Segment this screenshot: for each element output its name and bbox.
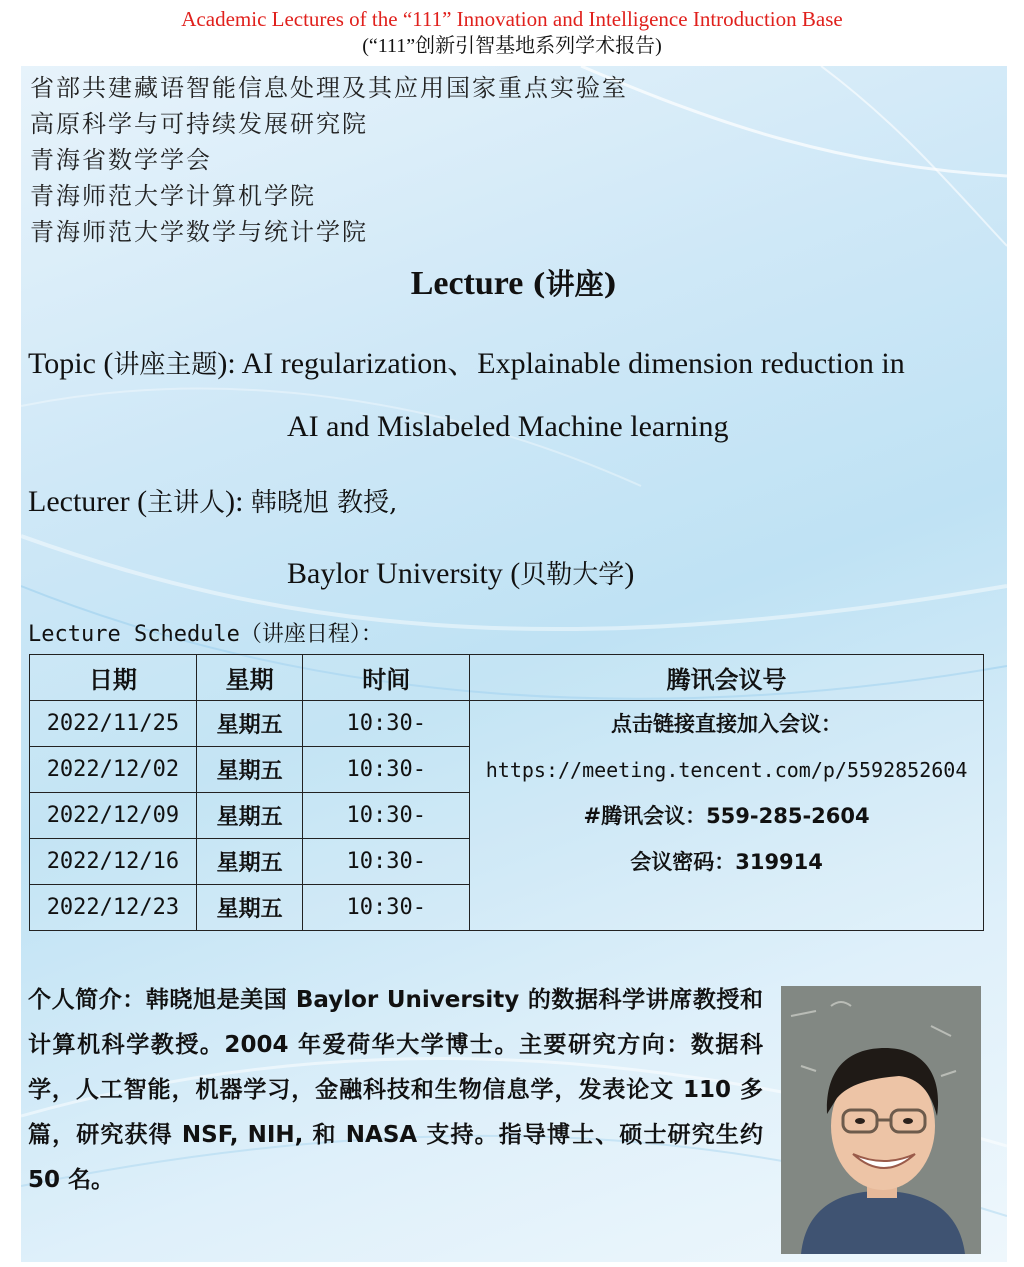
meeting-password: 会议密码：319914 [630,850,823,874]
poster [21,66,1007,1262]
header-title-en: Academic Lectures of the “111” Innovation and Intelligence Introduction Base [181,7,843,31]
university-end: ) [624,557,635,590]
lecture-title-zh: (讲座) [531,267,618,301]
schedule-table [29,654,984,931]
table-row [30,701,984,747]
header-meeting: 腾讯会议号 [470,655,984,701]
header-date: 日期 [30,655,197,701]
meeting-id: #腾讯会议：559-285-2604 [583,804,870,828]
header-time: 时间 [303,655,470,701]
lecturer-label-en: Lecturer ( [28,485,148,518]
schedule-label: Lecture Schedule（讲座日程）： [28,622,383,647]
lecturer-line [28,482,397,519]
organizer-item: 省部共建藏语智能信息处理及其应用国家重点实验室 [30,74,628,102]
cell-weekday: 星期五 [196,885,303,931]
organizer-list [30,70,628,250]
cell-time: 10:30- [303,701,470,747]
cell-time: 10:30- [303,793,470,839]
cell-date: 2022/11/25 [30,701,197,747]
cell-weekday: 星期五 [196,747,303,793]
organizer-item: 高原科学与可持续发展研究院 [30,110,368,138]
cell-time: 10:30- [303,839,470,885]
lecturer-label-end: ): [225,485,251,518]
lecturer-bio: 个人简介：韩晓旭是美国 Baylor University 的数据科学讲席教授和计算机科学教授。2004 年爱荷华大学博士。主要研究方向：数据科学，人工智能，机器学习，金融科技和生物信息学，发表论文 110 多篇，研究获得 NSF, NIH, 和 NASA 支持。指导博士、硕士研究生约 50 名。 [28,987,763,1193]
topic-line-2: AI and Mislabeled Machine learning [287,410,729,443]
meeting-join-text: 点击链接直接加入会议： [611,712,843,736]
cell-time: 10:30- [303,747,470,793]
cell-date: 2022/12/23 [30,885,197,931]
topic-line-1 [28,338,905,382]
meeting-link[interactable]: https://meeting.tencent.com/p/5592852604 [485,758,968,782]
lecturer-name: 韩晓旭 教授, [250,488,398,518]
cell-time: 10:30- [303,885,470,931]
topic-label-zh: 讲座主题 [113,350,218,380]
cell-weekday: 星期五 [196,701,303,747]
portrait-illustration [781,986,981,1254]
lecture-title [21,262,1007,303]
page-header [0,6,1024,59]
header-title-zh: (“111”创新引智基地系列学术报告) [362,35,662,57]
cell-date: 2022/12/09 [30,793,197,839]
header-weekday: 星期 [196,655,303,701]
topic-label-en: Topic ( [28,347,114,380]
university-zh: 贝勒大学 [520,560,625,590]
lecturer-label-zh: 主讲人 [147,488,226,518]
lecturer-photo [781,986,981,1254]
cell-weekday: 星期五 [196,839,303,885]
organizer-item: 青海师范大学数学与统计学院 [30,218,368,246]
topic-text-1: AI regularization、Explainable dimension reduction in [241,347,905,380]
university-en: Baylor University ( [287,557,521,590]
university-line [287,554,634,591]
cell-weekday: 星期五 [196,793,303,839]
organizer-item: 青海师范大学计算机学院 [30,182,316,210]
lecture-title-en: Lecture [410,265,532,302]
cell-date: 2022/12/02 [30,747,197,793]
topic-label-end: ): [217,347,242,380]
cell-date: 2022/12/16 [30,839,197,885]
organizer-item: 青海省数学学会 [30,146,212,174]
table-header-row [30,655,984,701]
meeting-info-cell [470,701,984,931]
